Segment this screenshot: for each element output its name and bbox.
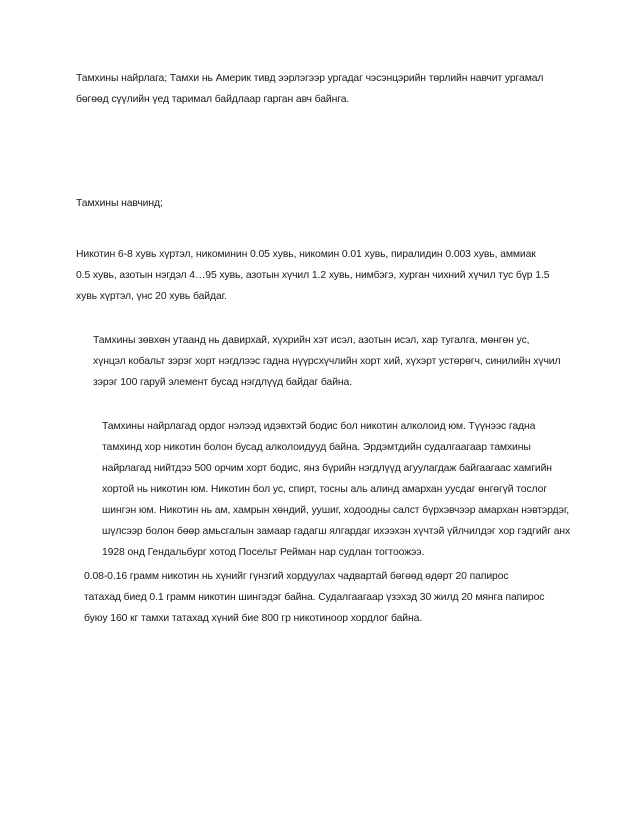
paragraph-leaf-contents: [76, 244, 576, 307]
text-line: найрлагад нийтдээ 500 орчим хорт бодис, янз бүрийн нэгдлүүд агуулагдаж байгаагаас хамгийн: [102, 463, 552, 474]
paragraph-nicotine-description: [76, 416, 576, 563]
text-line: шингэн юм. Никотин нь ам, хамрын хөндий, уушиг, ходоодны салст бүрхэвчээр амархан нэвтэрдэг,: [102, 505, 570, 516]
text-line: 0.08-0.16 грамм никотин нь хүнийг гүнзгий хордуулах чадвартай бөгөөд өдөрт 20 папирос: [84, 571, 509, 582]
text-line: 0.5 хувь, азотын нэгдэл 4…95 хувь, азотын хүчил 1.2 хувь, нимбэгэ, хурган чихний хүчил тус бүр 1.5: [76, 270, 550, 281]
text-line: Тамхины найрлага; Тамхи нь Америк тивд ээрлэгээр ургадаг чэсэнцэрийн төрлийн навчит ургамал: [76, 73, 544, 84]
paragraph-smoke-contents: [76, 330, 576, 393]
text-line: буюу 160 кг тамхи татахад хүний бие 800 гр никотиноор хордлог байна.: [84, 613, 423, 624]
text-line: хувь хүртэл, үнс 20 хувь байдаг.: [76, 291, 227, 302]
text-line: хүнцэл кобальт зэрэг хорт нэгдлээс гадна нүүрсхүчлийн хорт хий, хүхэрт устөрөгч, синилийн хүчил: [93, 356, 561, 367]
paragraph-tobacco-composition-intro: [76, 68, 576, 110]
text-line: Тамхины зөвхөн утаанд нь давирхай, хүхрийн хэт исэл, азотын исэл, хар тугалга, мөнгөн ус,: [93, 335, 530, 346]
paragraph-nicotine-dose: [76, 566, 576, 629]
paragraph-tobacco-leaves-heading: [76, 193, 576, 214]
text-line: Тамхины найрлагад ордог нэлээд идэвхтэй бодис бол никотин алколоид юм. Түүнээс гадна: [102, 421, 536, 432]
text-line: татахад биед 0.1 грамм никотин шингэдэг байна. Судалгаагаар үзэхэд 30 жилд 20 мянга папирос: [84, 592, 545, 603]
text-line: бөгөөд сүүлийн үед таримал байдлаар гарган авч байнга.: [76, 94, 350, 105]
text-line: хортой нь никотин юм. Никотин бол ус, спирт, тосны аль алинд амархан уусдаг өнгөгүй тослог: [102, 484, 548, 495]
text-line: шүлсээр болон бөөр амьсгалын замаар гадагш ялгардаг ихээхэн хүчтэй үйлчилдэг хор гэдгийг анх: [102, 526, 571, 537]
text-line: зэрэг 100 гаруй элемент бусад нэгдлүүд байдаг байна.: [93, 377, 353, 388]
text-line: 1928 онд Гендальбург хотод Посельт Рейман нар судлан тогтоожээ.: [102, 547, 425, 558]
text-line: Никотин 6-8 хувь хүртэл, никоминин 0.05 хувь, никомин 0.01 хувь, пиралидин 0.003 хувь, аммиак: [76, 249, 536, 260]
text-line: Тамхины навчинд;: [76, 198, 163, 209]
text-line: тамхинд хор никотин болон бусад алколоидууд байна. Эрдэмтдийн судалгаагаар тамхины: [102, 442, 531, 453]
